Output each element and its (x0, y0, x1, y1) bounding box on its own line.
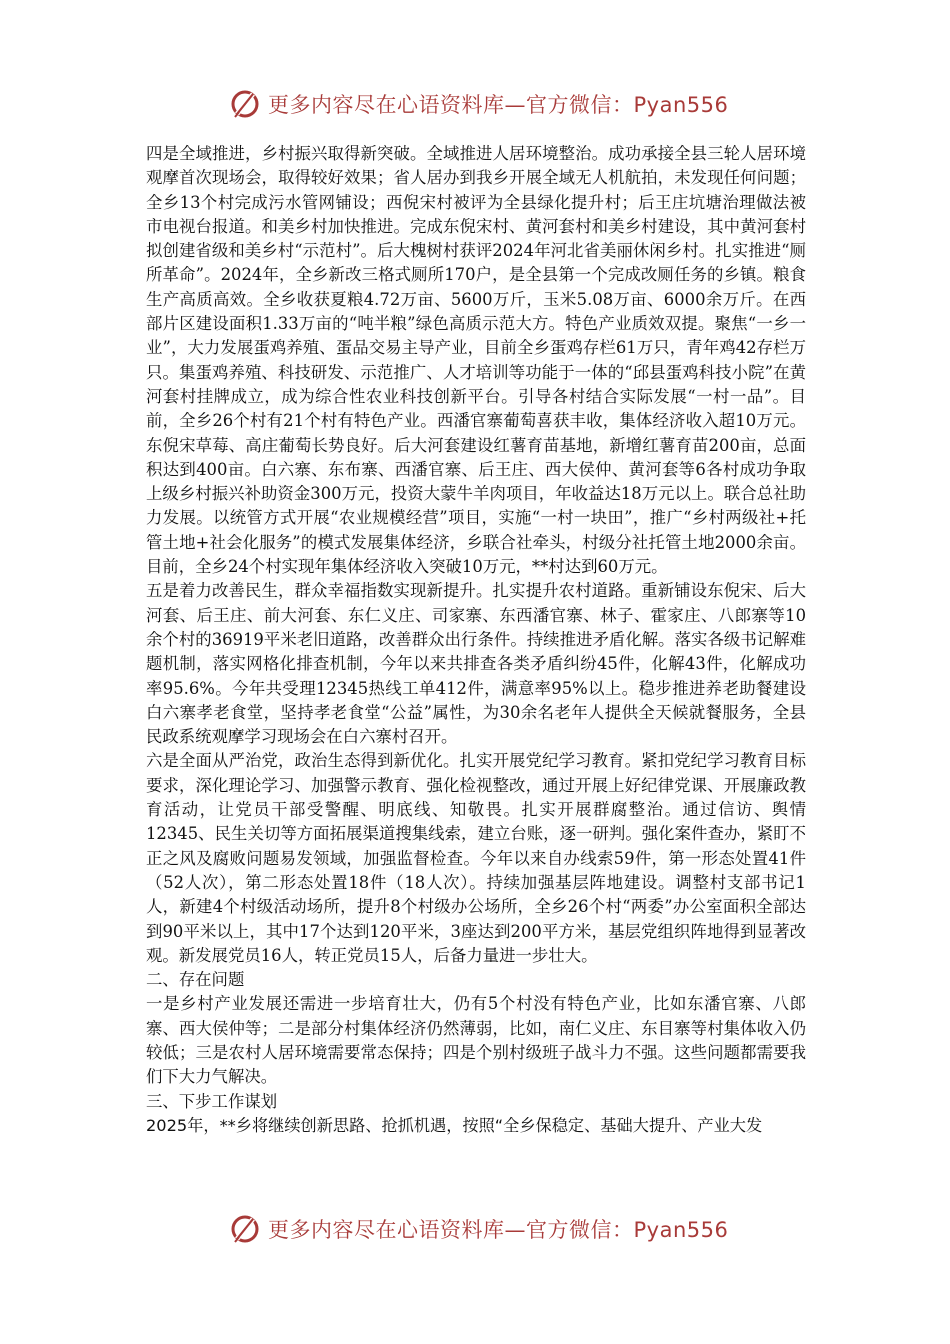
pen-ring-logo-icon (228, 1212, 262, 1246)
section-heading-next-steps: 三、下步工作谋划 (146, 1091, 278, 1111)
footer-watermark-banner (228, 1211, 728, 1247)
paragraph-problems: 一是乡村产业发展还需进一步培育壮大，仍有5个村没有特色产业，比如东潘官寨、八郎寨、西大侯仲等；二是部分村集体经济仍然薄弱，比如，南仁义庄、东目寨等村集体收入仍较低；三是农村人居环境需要常态保持；四是个别村级班子战斗力不强。这些问题都需要我们下大力气解决。 (146, 994, 806, 1087)
section-heading-problems: 二、存在问题 (146, 970, 245, 990)
header-watermark-banner (228, 86, 728, 122)
paragraph-party-governance: 六是全面从严治党，政治生态得到新优化。扎实开展党纪学习教育。紧扣党纪学习教育目标要求，深化理论学习、加强警示教育、强化检视整改，通过开展上好纪律党课、开展廉政教育活动，让党员干部受警醒、明底线、知敬畏。扎实开展群腐整治。通过信访、舆情12345、民生关切等方面拓展渠道搜集线索，建立台账，逐一研判。强化案件查办，紧盯不正之风及腐败问题易发领域，加强监督检查。今年以来自办线索59件，第一形态处置41件（52人次），第二形态处置18件（18人次）。持续加强基层阵地建设。调整村支部书记1人，新建4个村级活动场所，提升8个村级办公场所，全乡26个村“两委”办公室面积全部达到90平米以上，其中17个达到120平米，3座达到200平方米，基层党组织阵地得到显著改观。新发展党员16人，转正党员15人，后备力量进一步壮大。 (146, 751, 806, 965)
document-body (146, 142, 806, 1138)
pen-ring-logo-icon (228, 87, 262, 121)
watermark-text: 更多内容尽在心语资料库—官方微信：Pyan556 (268, 93, 729, 117)
paragraph-plan-2025: 2025年，**乡将继续创新思路、抢抓机遇，按照“全乡保稳定、基础大提升、产业大发 (146, 1115, 763, 1135)
paragraph-livelihood: 五是着力改善民生，群众幸福指数实现新提升。扎实提升农村道路。重新铺设东倪宋、后大河套、后王庄、前大河套、东仁义庄、司家寨、东西潘官寨、林子、霍家庄、八郎寨等10余个村的36919平米老旧道路，改善群众出行条件。持续推进矛盾化解。落实各级书记解难题机制，落实网格化排查机制，今年以来共排查各类矛盾纠纷45件，化解43件，化解成功率95.6%。今年共受理12345热线工单412件，满意率95%以上。稳步推进养老助餐建设白六寨孝老食堂，坚持孝老食堂“公益”属性，为30余名老年人提供全天候就餐服务，全县民政系统观摩学习现场会在白六寨村召开。 (146, 581, 806, 747)
watermark-text: 更多内容尽在心语资料库—官方微信：Pyan556 (268, 1218, 729, 1242)
paragraph-rural-revitalization: 四是全域推进，乡村振兴取得新突破。全域推进人居环境整治。成功承接全县三轮人居环境观摩首次现场会，取得较好效果；省人居办到我乡开展全域无人机航拍，未发现任何问题；全乡13个村完成污水管网铺设；西倪宋村被评为全县绿化提升村；后王庄坑塘治理做法被市电视台报道。和美乡村加快推进。完成东倪宋村、黄河套村和美乡村建设，其中黄河套村拟创建省级和美乡村“示范村”。后大槐树村获评2024年河北省美丽休闲乡村。扎实推进“厕所革命”。2024年，全乡新改三格式厕所170户，是全县第一个完成改厕任务的乡镇。粮食生产高质高效。全乡收获夏粮4.72万亩、5600万斤，玉米5.08万亩、6000余万斤。在西部片区建设面积1.33万亩的“吨半粮”绿色高质示范大方。特色产业质效双提。聚焦“一乡一业”，大力发展蛋鸡养殖、蛋品交易主导产业，目前全乡蛋鸡存栏61万只，青年鸡42存栏万只。集蛋鸡养殖、科技研发、示范推广、人才培训等功能于一体的“邱县蛋鸡科技小院”在黄河套村挂牌成立，成为综合性农业科技创新平台。引导各村结合实际发展“一村一品”。目前，全乡26个村有21个村有特色产业。西潘官寨葡萄喜获丰收，集体经济收入超10万元。东倪宋草莓、高庄葡萄长势良好。后大河套建设红薯育苗基地，新增红薯育苗200亩，总面积达到400亩。白六寨、东布寨、西潘官寨、后王庄、西大侯仲、黄河套等6各村成功争取上级乡村振兴补助资金300万元，投资大蒙牛羊肉项目，年收益达18万元以上。联合总社助力发展。以统管方式开展“农业规模经营”项目，实施“一村一块田”，推广“乡村两级社+托管土地+社会化服务”的模式发展集体经济，乡联合社牵头，村级分社托管土地2000余亩。目前，全乡24个村实现年集体经济收入突破10万元，**村达到60万元。 (146, 144, 806, 577)
